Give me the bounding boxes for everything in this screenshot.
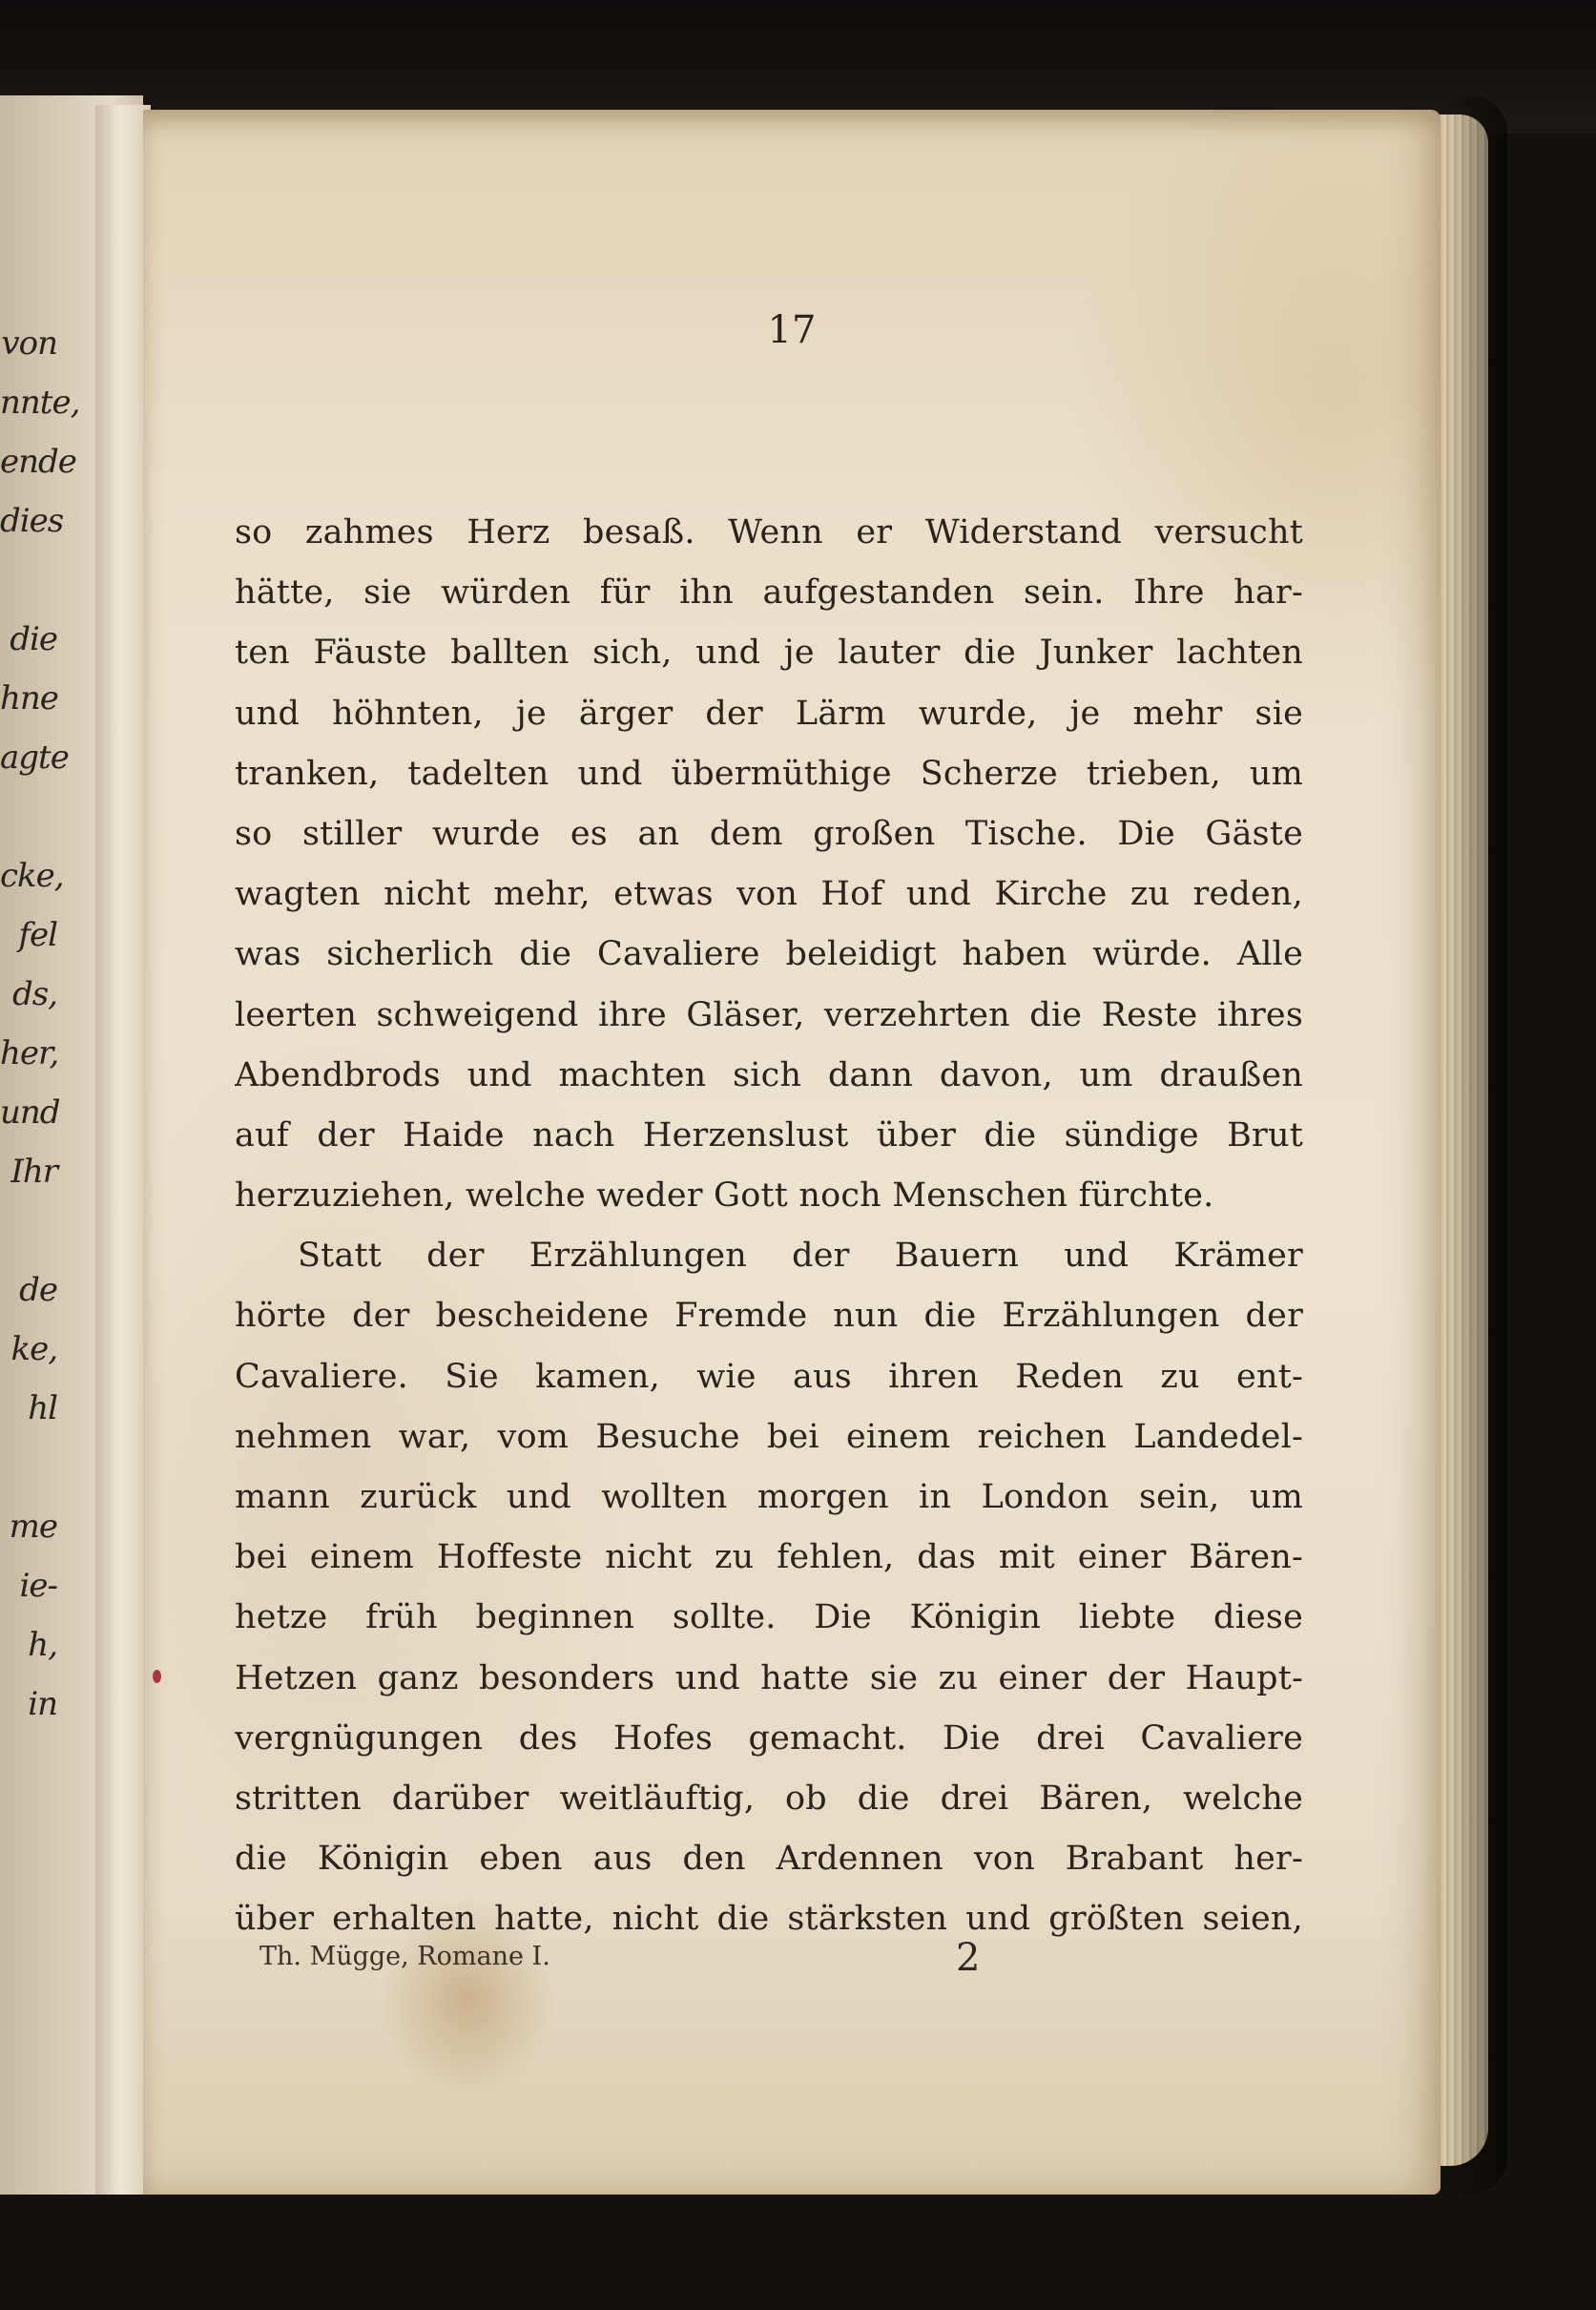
text-line: Abendbrods und machten sich dann davon, um draußen (235, 1055, 1303, 1094)
left-page-fragment: cke, (0, 857, 64, 895)
signature-line: Th. Mügge, Romane I. (259, 1942, 550, 1971)
left-page-fragment: me (9, 1508, 57, 1546)
text-line: Statt der Erzählungen der Bauern und Krämer (298, 1237, 1303, 1276)
right-page (143, 110, 1441, 2195)
text-line: und höhnten, je ärger der Lärm wurde, je mehr sie (235, 694, 1303, 733)
text-line: vergnügungen des Hofes gemacht. Die drei Cavaliere (235, 1718, 1303, 1758)
body-text (235, 503, 1303, 1950)
text-line: ten Fäuste ballten sich, und je lauter die Junker lachten (235, 634, 1303, 673)
text-line: tranken, tadelten und übermüthige Scherze trieben, um (235, 754, 1303, 793)
left-page-fragment: h, (28, 1626, 57, 1664)
left-page-fragment: Ihr (10, 1153, 57, 1191)
left-page-fragment: dies (0, 502, 64, 540)
text-line: die Königin eben aus den Ardennen von Brabant her- (235, 1840, 1303, 1879)
left-page-fragment: und (0, 1093, 60, 1132)
text-line: stritten darüber weitläuftig, ob die drei Bären, welche (235, 1779, 1303, 1818)
left-page-fragment: her, (0, 1034, 59, 1072)
left-page-fragment: hne (0, 679, 58, 718)
page-edge-shadow (1450, 95, 1507, 2195)
text-line: hätte, sie würden für ihn aufgestanden sein. Ihre har- (235, 573, 1303, 613)
left-page-fragment: ende (0, 443, 76, 481)
left-page-fragment: ie- (19, 1567, 57, 1605)
left-page-fragment: in (28, 1685, 57, 1723)
text-line: wagten nicht mehr, etwas von Hof und Kirche zu reden, (235, 875, 1303, 914)
ink-spot (153, 1670, 161, 1683)
text-line: so stiller wurde es an dem großen Tische. Die Gäste (235, 814, 1303, 853)
left-page-fragment: nnte, (0, 384, 80, 422)
text-line: Cavaliere. Sie kamen, wie aus ihren Reden zu ent- (235, 1357, 1303, 1396)
left-page-fragment: die (10, 620, 57, 658)
text-line: herzuziehen, welche weder Gott noch Menschen fürchte. (235, 1176, 1214, 1216)
text-line: über erhalten hatte, nicht die stärksten und größten seien, (235, 1900, 1303, 1939)
left-page-fragment: fel (18, 916, 57, 954)
left-page-fragment: von (1, 324, 57, 363)
left-page-fragment: hl (28, 1389, 57, 1427)
text-line: so zahmes Herz besaß. Wenn er Widerstand versucht (235, 513, 1303, 551)
text-line: was sicherlich die Cavaliere beleidigt haben würde. Alle (235, 935, 1303, 974)
text-line: hetze früh beginnen sollte. Die Königin liebte diese (235, 1598, 1303, 1637)
text-line: Hetzen ganz besonders und hatte sie zu einer der Haupt- (235, 1658, 1303, 1697)
text-line: mann zurück und wollten morgen in London sein, um (235, 1478, 1303, 1516)
text-line: bei einem Hoffeste nicht zu fehlen, das mit einer Bären- (235, 1538, 1303, 1577)
left-page-fragment: ke, (10, 1330, 57, 1368)
left-page-fragment: de (19, 1271, 57, 1309)
signature-mark: 2 (956, 1936, 981, 1980)
text-line: hörte der bescheidene Fremde nun die Erzählungen der (235, 1297, 1303, 1336)
text-line: nehmen war, vom Besuche bei einem reichen Landedel- (235, 1417, 1303, 1456)
text-line: auf der Haide nach Herzenslust über die sündige Brut (235, 1115, 1303, 1155)
text-line: leerten schweigend ihre Gläser, verzehrten die Reste ihres (235, 995, 1303, 1034)
left-page-fragment: agte (0, 739, 69, 777)
page-footer (143, 1936, 1441, 1999)
left-page-fragment: ds, (11, 975, 57, 1013)
page-number: 17 (767, 308, 817, 352)
